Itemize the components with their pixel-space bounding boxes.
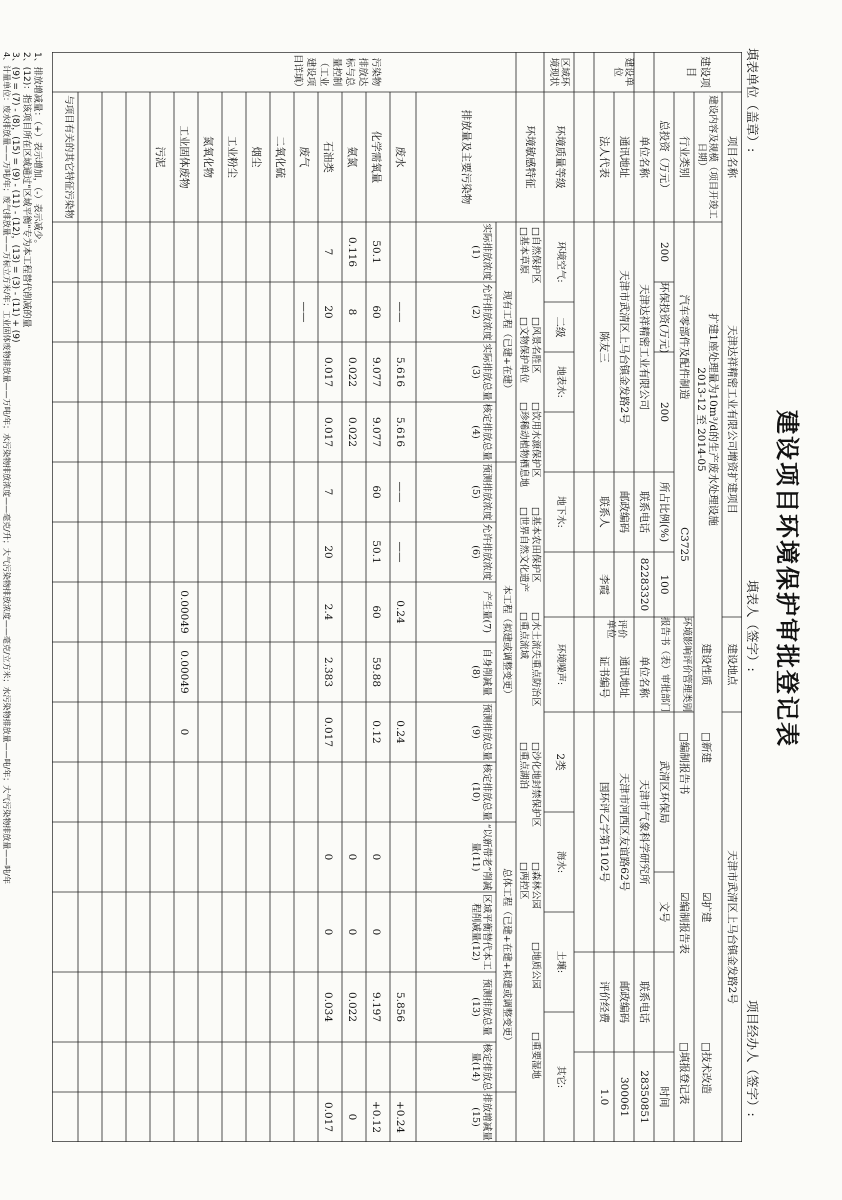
env-invest-label: 环保投资(万元) [658, 282, 670, 354]
ratio-label: 所占比例(%) [658, 481, 670, 543]
emission-row-name: 废水 [394, 146, 406, 168]
cert-label: 证书编号 [598, 656, 610, 698]
emission-cell: 0.017 [322, 356, 334, 388]
emission-cell: 5.856 [394, 991, 406, 1023]
emission-cell: —— [394, 541, 406, 563]
emission-cell: 9.077 [370, 356, 382, 388]
doc-no-label: 文号 [658, 901, 670, 923]
note-2: 2、(12)：指该项目所在区域通过"区域平衡"专为本工程替代削减的量 [21, 52, 31, 328]
ratio: 100 [658, 574, 670, 595]
emission-cell: +0.24 [394, 1100, 406, 1134]
section-builder: 建设单位 [612, 57, 634, 87]
scale: 扩建1座处理量为10m³/d的生产废水处理设施 [707, 313, 719, 526]
emission-cell: 7 [322, 488, 334, 496]
emission-col-header: 实际排放总量(3) [470, 343, 492, 401]
emission-row-name: 污泥 [154, 146, 166, 168]
total-invest-label: 总投资（万元） [658, 120, 670, 194]
eval-postcode-label: 邮政编码 [618, 981, 630, 1023]
emission-cell: 0 [370, 853, 382, 861]
builder-postcode-label: 邮政编码 [618, 491, 630, 533]
project-name: 天津达祥精密工业有限公司增资扩建项目 [726, 325, 738, 514]
filler-unit-label: 填表单位（盖章）: [745, 48, 760, 153]
section-project: 建设项目 [685, 56, 711, 88]
section-quality: 区域环境现状 [548, 57, 570, 87]
builder-phone-label: 联系电话 [638, 491, 650, 533]
emission-row-name: 烟尘 [250, 146, 262, 168]
builder-address-label: 通讯地址 [618, 136, 630, 178]
other-pollutants-label: 与项目有关的其它特征污染物 [63, 95, 74, 219]
group-existing: 现有工程（已建+在建） [501, 290, 512, 394]
emission-cell: 59.88 [370, 656, 382, 688]
approval-table [52, 52, 742, 1142]
total-invest: 200 [658, 241, 670, 263]
eval-postcode: 300061 [618, 1076, 630, 1118]
sens-12: □世界自然文化遗产 [518, 507, 529, 592]
emission-cell: 7 [322, 248, 334, 256]
emission-cell: 0.12 [370, 720, 382, 744]
emission-row-name: 废气 [298, 146, 310, 168]
legal: 陈友三 [598, 331, 610, 363]
emission-row-name: 工业粉尘 [226, 136, 238, 178]
emission-cell: —— [394, 301, 406, 323]
emission-cell: 5.616 [394, 416, 406, 448]
fee: 1.0 [598, 1088, 610, 1106]
note-3: 3、(9) = (7) - (8)，(15) = (9) - (11) - (12)，(13) = (3) - (11) + (9) [10, 52, 20, 343]
noise: 2类 [554, 753, 566, 771]
noise-label: 环境噪声: [555, 643, 566, 686]
emission-row-name: 化学需氧量 [370, 130, 382, 184]
time-label: 时间 [658, 1086, 670, 1108]
emission-cell: 9.077 [370, 416, 382, 448]
builder-address: 天津市武清区上马台镇金发路2号 [618, 270, 630, 424]
form-title: 建设项目环境保护审批登记表 [773, 410, 801, 748]
emission-col-header: 实际排放浓度(1) [470, 223, 492, 281]
emission-cell: —— [394, 481, 406, 503]
emission-cell: 50.1 [370, 240, 382, 264]
emission-cell: 0 [346, 853, 358, 861]
emission-cell: 0.017 [322, 716, 334, 748]
handler-label: 项目经办人（签字）: [745, 1000, 760, 1117]
ground-label: 地下水: [555, 496, 566, 528]
fee-label: 评价经费 [598, 981, 610, 1023]
emission-cell: 2.383 [322, 656, 334, 688]
contact-label: 联系人 [598, 496, 610, 528]
eval-unit: 天津市气象科学研究所 [638, 779, 650, 885]
emission-col-header: 核定排放总量(14) [470, 1043, 492, 1091]
emission-cell: 0.24 [394, 600, 406, 624]
quality-label: 环境质量等级 [554, 125, 566, 189]
emission-row-name: 氨氮 [346, 146, 358, 168]
soil-label: 土壤: [555, 950, 566, 974]
scale-label: 建设内容及规模（项目开竣工日期） [696, 95, 718, 219]
sens-11: □珍稀动植物栖息地 [518, 402, 529, 487]
emission-row-name: 石油类 [322, 141, 334, 173]
emission-col-header: 排放增减量(15) [470, 1093, 492, 1141]
emission-cell: 0.034 [322, 991, 334, 1023]
emission-cell: 0.022 [346, 356, 358, 388]
builder-phone: 82283320 [638, 557, 650, 612]
note-4: 4、计量单位：废水排放量——万吨/年；废气排放量——万标立方米/年；工业固体废物排放量——万吨/年；水污染物排放浓度——毫克/升；大气污染物排放浓度——毫克/立方米；水污染物排放量——吨/年；大气污染物排放量——吨/年 [2, 52, 11, 884]
emission-cell: 60 [370, 485, 382, 499]
location-label: 建设地点 [726, 643, 738, 686]
emission-cell: 0.00049 [178, 650, 190, 694]
emission-col-header: “以新带老”削减量(11) [470, 823, 492, 891]
eia-table: ☑编制报告表 [678, 892, 690, 954]
note-1: 1、排放增减量：（+）表示增加，（-）表示减少。 [32, 52, 42, 249]
sens-9: □基本草原 [518, 227, 529, 274]
emission-cell: 2.4 [322, 603, 334, 621]
evaluator-section: 评价单位 [605, 619, 627, 639]
emission-cell: 0 [370, 928, 382, 936]
emission-col-header: 允许排放浓度(6) [470, 523, 492, 581]
emission-cell: 0.017 [322, 1101, 334, 1133]
emission-row-name: 二氧化硫 [274, 136, 286, 178]
emission-cell: 0.017 [322, 416, 334, 448]
project-name-label: 项目名称 [726, 136, 738, 178]
sens-0: □自然保护区 [530, 227, 541, 284]
cert: 国环评乙字第1102号 [598, 781, 610, 883]
eval-phone-label: 联系电话 [638, 981, 650, 1023]
surface-label: 地表水: [555, 366, 566, 398]
nature-expand: ☑扩建 [700, 892, 712, 923]
emission-cell: 8 [346, 308, 358, 316]
sens-15: □两控区 [518, 862, 529, 900]
sea-label: 海水: [555, 850, 566, 874]
emission-cell: 0 [322, 853, 334, 861]
eia-type-label: 环境影响评价管理类别 [681, 617, 692, 713]
emission-col-header: 预测排放总量(13) [470, 978, 492, 1036]
sens-2: □饮用水源保护区 [530, 402, 541, 478]
emission-cell: 50.1 [370, 540, 382, 564]
emission-cell: 0.24 [394, 720, 406, 744]
filler-person-label: 填表人（签字）: [745, 580, 760, 672]
approval-label: 报告书（表）审批部门 [659, 617, 670, 713]
group-total: 总体工程（已建+在建+拟建或调整变更） [501, 868, 512, 1046]
location: 天津市武清区上马台镇金发路2号 [726, 850, 738, 1004]
dates: 2013-12 至 2014-05 [695, 367, 707, 472]
nature-tech: □技术改造 [700, 1042, 712, 1094]
emission-row-name: 氮氧化物 [202, 136, 214, 178]
approval: 武清区环保局 [658, 760, 670, 824]
builder-unit-label: 单位名称 [638, 136, 650, 178]
emission-cell: 20 [322, 545, 334, 559]
eia-book: □编制报告书 [678, 732, 690, 795]
eval-address-label: 通讯地址 [618, 656, 630, 698]
emission-col-header: 核定排放总量(4) [470, 403, 492, 461]
emission-cell: —— [298, 301, 310, 323]
emission-col-header: 允许排放浓度(2) [470, 283, 492, 341]
sensitive-label: 环境敏感特征 [524, 125, 536, 189]
emission-cell: 0.022 [346, 416, 358, 448]
air: 二级 [554, 316, 566, 338]
industry-label: 行业类别 [678, 136, 690, 178]
builder-unit: 天津达祥精密工业有限公司 [638, 284, 650, 410]
emission-col-header: 区域平衡替代本工程削减量(12) [470, 893, 492, 970]
sens-13: □重点流域 [518, 612, 529, 659]
eval-address: 天津市河西区友谊路62号 [618, 772, 630, 892]
emission-cell: 20 [322, 305, 334, 319]
emission-cell: 0.022 [346, 991, 358, 1023]
eval-unit-label: 单位名称 [638, 656, 650, 698]
emission-cell: 0.00049 [178, 590, 190, 634]
emission-col-header: 核定排放总量(10) [470, 763, 492, 821]
sens-1: □风景名胜区 [530, 317, 541, 374]
eval-phone: 28350851 [638, 1070, 650, 1124]
other-label: 其它: [555, 1065, 566, 1089]
sens-10: □文物保护单位 [518, 317, 529, 383]
eia-reg: □填报登记表 [678, 1042, 690, 1105]
emission-cell: 0 [322, 928, 334, 936]
emission-cell: 9.197 [370, 991, 382, 1023]
emission-cell: 5.616 [394, 356, 406, 388]
section-emissions: 污染物排放达标与总量控制（工业建设项目详填） [292, 54, 381, 93]
group-this: 本工程（拟建或调整变更） [501, 584, 512, 699]
emission-cell: 0 [346, 1113, 358, 1121]
emission-col-header: 预测排放浓度(5) [470, 463, 492, 521]
sens-8: □重要湿地 [530, 1032, 541, 1079]
nature-label: 建设性质 [700, 643, 712, 686]
sens-7: □地质公园 [530, 942, 541, 989]
emission-col-header: 预测排放总量(9) [470, 703, 492, 761]
emission-col-header: 自身削减量(8) [470, 648, 492, 696]
sens-4: □水土流失重点防治区 [530, 612, 541, 707]
pollutant-col-header: 排放量及主要污染物 [460, 109, 472, 205]
contact: 李霞 [598, 574, 610, 595]
emission-row-name: 工业固体废物 [178, 125, 190, 189]
emission-cell: 0 [178, 728, 190, 736]
nature-new: □新建 [700, 732, 712, 763]
env-invest: 200 [658, 401, 670, 423]
sens-6: □森林公园 [530, 862, 541, 909]
sens-14: □重点湖泊 [518, 742, 529, 789]
emission-cell: +0.12 [370, 1100, 382, 1134]
industry-code: C3725 [678, 527, 690, 562]
legal-label: 法人代表 [598, 136, 610, 178]
emission-cell: 60 [370, 305, 382, 319]
industry: 汽车零部件及配件制造 [678, 294, 690, 400]
emission-cell: 0.116 [346, 236, 358, 268]
emission-col-header: 产生量(7) [481, 591, 492, 633]
sens-5: □沙化地封禁保护区 [530, 742, 541, 827]
sens-3: □基本农田保护区 [530, 507, 541, 583]
emission-cell: 60 [370, 605, 382, 619]
emission-cell: 0 [346, 928, 358, 936]
air-label: 环境空气: [555, 241, 566, 283]
